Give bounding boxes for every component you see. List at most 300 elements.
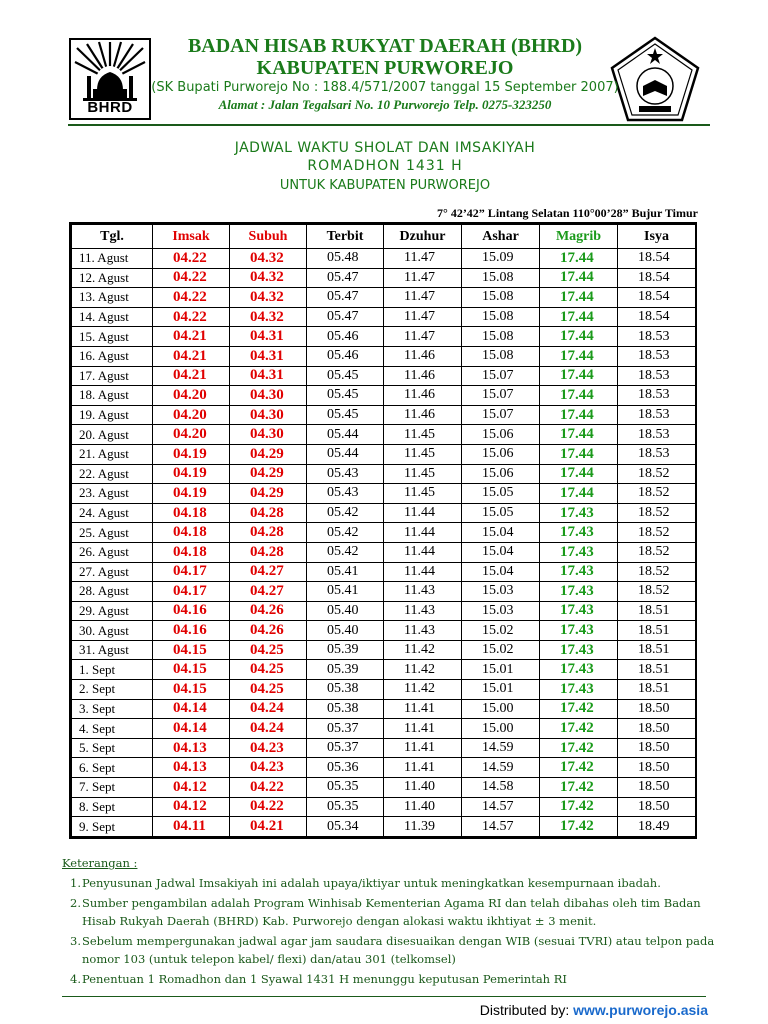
- cell-ashar: 14.59: [462, 738, 540, 758]
- cell-subuh: 04.26: [230, 621, 307, 641]
- cell-isya: 18.52: [618, 503, 696, 523]
- table-row: [72, 444, 696, 464]
- cell-isya: 18.51: [618, 680, 696, 700]
- cell-terbit: 05.47: [307, 307, 384, 327]
- cell-terbit: 05.38: [307, 680, 384, 700]
- cell-magrib: 17.42: [540, 758, 618, 778]
- cell-dzuhur: 11.42: [384, 660, 462, 680]
- cell-magrib: 17.44: [540, 327, 618, 347]
- cell-ashar: 15.05: [462, 503, 540, 523]
- cell-ashar: 15.08: [462, 307, 540, 327]
- cell-magrib: 17.44: [540, 386, 618, 406]
- cell-magrib: 17.43: [540, 660, 618, 680]
- cell-isya: 18.53: [618, 366, 696, 386]
- col-header-date: Tgl.: [72, 225, 153, 249]
- cell-date: 20. Agust: [72, 425, 153, 445]
- org-subtitle: KABUPATEN PURWOREJO: [256, 57, 514, 79]
- cell-magrib: 17.43: [540, 680, 618, 700]
- cell-ashar: 15.08: [462, 268, 540, 288]
- cell-terbit: 05.41: [307, 582, 384, 602]
- cell-imsak: 04.21: [153, 327, 230, 347]
- cell-ashar: 15.09: [462, 249, 540, 269]
- cell-date: 2. Sept: [72, 680, 153, 700]
- cell-ashar: 15.07: [462, 386, 540, 406]
- cell-terbit: 05.47: [307, 268, 384, 288]
- cell-imsak: 04.20: [153, 425, 230, 445]
- cell-terbit: 05.37: [307, 719, 384, 739]
- cell-imsak: 04.20: [153, 405, 230, 425]
- cell-dzuhur: 11.45: [384, 464, 462, 484]
- cell-ashar: 15.04: [462, 562, 540, 582]
- cell-terbit: 05.41: [307, 562, 384, 582]
- cell-isya: 18.54: [618, 268, 696, 288]
- col-header-subuh: Subuh: [230, 225, 307, 249]
- cell-imsak: 04.14: [153, 719, 230, 739]
- cell-subuh: 04.30: [230, 425, 307, 445]
- cell-isya: 18.50: [618, 797, 696, 817]
- cell-date: 8. Sept: [72, 797, 153, 817]
- cell-imsak: 04.18: [153, 503, 230, 523]
- notes-section: [62, 856, 722, 990]
- col-header-magrib: Magrib: [540, 225, 618, 249]
- cell-date: 5. Sept: [72, 738, 153, 758]
- schedule-title: JADWAL WAKTU SHOLAT DAN IMSAKIYAH: [234, 140, 536, 156]
- note-item: [62, 874, 722, 892]
- cell-magrib: 17.42: [540, 719, 618, 739]
- cell-magrib: 17.42: [540, 778, 618, 798]
- cell-imsak: 04.14: [153, 699, 230, 719]
- table-row: [72, 503, 696, 523]
- cell-date: 18. Agust: [72, 386, 153, 406]
- cell-imsak: 04.19: [153, 464, 230, 484]
- cell-imsak: 04.19: [153, 484, 230, 504]
- cell-isya: 18.53: [618, 327, 696, 347]
- col-header-terbit: Terbit: [307, 225, 384, 249]
- cell-terbit: 05.46: [307, 327, 384, 347]
- cell-date: 4. Sept: [72, 719, 153, 739]
- cell-date: 7. Sept: [72, 778, 153, 798]
- cell-date: 30. Agust: [72, 621, 153, 641]
- table-row: [72, 542, 696, 562]
- cell-terbit: 05.38: [307, 699, 384, 719]
- cell-imsak: 04.12: [153, 778, 230, 798]
- table-row: [72, 817, 696, 837]
- cell-ashar: 15.07: [462, 405, 540, 425]
- cell-subuh: 04.22: [230, 797, 307, 817]
- cell-imsak: 04.22: [153, 249, 230, 269]
- cell-magrib: 17.42: [540, 797, 618, 817]
- table-row: [72, 484, 696, 504]
- cell-dzuhur: 11.45: [384, 444, 462, 464]
- cell-date: 12. Agust: [72, 268, 153, 288]
- cell-isya: 18.54: [618, 288, 696, 308]
- cell-ashar: 15.00: [462, 699, 540, 719]
- cell-subuh: 04.27: [230, 582, 307, 602]
- logo-text: BHRD: [87, 99, 133, 116]
- cell-ashar: 15.06: [462, 444, 540, 464]
- cell-isya: 18.50: [618, 738, 696, 758]
- table-row: [72, 405, 696, 425]
- cell-date: 3. Sept: [72, 699, 153, 719]
- ministry-emblem-icon: [609, 36, 701, 122]
- cell-magrib: 17.42: [540, 817, 618, 837]
- cell-subuh: 04.21: [230, 817, 307, 837]
- cell-dzuhur: 11.44: [384, 542, 462, 562]
- cell-magrib: 17.43: [540, 582, 618, 602]
- cell-dzuhur: 11.46: [384, 366, 462, 386]
- cell-isya: 18.52: [618, 542, 696, 562]
- footer: [480, 1002, 708, 1018]
- cell-ashar: 14.58: [462, 778, 540, 798]
- cell-magrib: 17.44: [540, 405, 618, 425]
- col-header-isya: Isya: [618, 225, 696, 249]
- schedule-period: ROMADHON 1431 H: [307, 158, 463, 174]
- cell-magrib: 17.44: [540, 249, 618, 269]
- cell-ashar: 15.08: [462, 346, 540, 366]
- cell-ashar: 15.00: [462, 719, 540, 739]
- cell-date: 6. Sept: [72, 758, 153, 778]
- table-row: [72, 562, 696, 582]
- cell-terbit: 05.35: [307, 778, 384, 798]
- cell-subuh: 04.31: [230, 327, 307, 347]
- cell-isya: 18.52: [618, 484, 696, 504]
- cell-dzuhur: 11.47: [384, 268, 462, 288]
- cell-terbit: 05.39: [307, 640, 384, 660]
- table-row: [72, 268, 696, 288]
- cell-imsak: 04.12: [153, 797, 230, 817]
- cell-imsak: 04.21: [153, 366, 230, 386]
- cell-magrib: 17.44: [540, 268, 618, 288]
- cell-terbit: 05.43: [307, 464, 384, 484]
- col-header-imsak: Imsak: [153, 225, 230, 249]
- cell-date: 24. Agust: [72, 503, 153, 523]
- cell-ashar: 15.04: [462, 542, 540, 562]
- col-header-ashar: Ashar: [462, 225, 540, 249]
- cell-date: 26. Agust: [72, 542, 153, 562]
- cell-isya: 18.54: [618, 307, 696, 327]
- cell-isya: 18.52: [618, 562, 696, 582]
- note-text: Penentuan 1 Romadhon dan 1 Syawal 1431 H menunggu keputusan Pemerintah RI: [82, 972, 567, 986]
- prayer-times-table: [69, 222, 697, 839]
- cell-imsak: 04.22: [153, 288, 230, 308]
- note-number: 3.: [70, 934, 81, 948]
- cell-dzuhur: 11.45: [384, 484, 462, 504]
- cell-terbit: 05.44: [307, 444, 384, 464]
- cell-ashar: 14.57: [462, 817, 540, 837]
- cell-magrib: 17.43: [540, 621, 618, 641]
- cell-isya: 18.50: [618, 758, 696, 778]
- cell-ashar: 15.08: [462, 288, 540, 308]
- cell-date: 27. Agust: [72, 562, 153, 582]
- table-row: [72, 523, 696, 543]
- cell-subuh: 04.28: [230, 542, 307, 562]
- cell-magrib: 17.44: [540, 346, 618, 366]
- cell-date: 1. Sept: [72, 660, 153, 680]
- cell-magrib: 17.43: [540, 601, 618, 621]
- cell-subuh: 04.32: [230, 268, 307, 288]
- cell-subuh: 04.25: [230, 640, 307, 660]
- cell-ashar: 14.59: [462, 758, 540, 778]
- cell-dzuhur: 11.41: [384, 719, 462, 739]
- cell-terbit: 05.47: [307, 288, 384, 308]
- cell-dzuhur: 11.43: [384, 621, 462, 641]
- cell-imsak: 04.13: [153, 738, 230, 758]
- cell-magrib: 17.43: [540, 542, 618, 562]
- cell-imsak: 04.16: [153, 621, 230, 641]
- cell-isya: 18.51: [618, 640, 696, 660]
- cell-terbit: 05.42: [307, 503, 384, 523]
- cell-magrib: 17.44: [540, 444, 618, 464]
- table-header-row: [72, 225, 696, 249]
- cell-date: 9. Sept: [72, 817, 153, 837]
- table-row: [72, 366, 696, 386]
- bhrd-logo: [69, 38, 151, 120]
- cell-isya: 18.51: [618, 621, 696, 641]
- cell-dzuhur: 11.43: [384, 582, 462, 602]
- cell-magrib: 17.44: [540, 288, 618, 308]
- cell-terbit: 05.44: [307, 425, 384, 445]
- cell-dzuhur: 11.41: [384, 738, 462, 758]
- cell-dzuhur: 11.43: [384, 601, 462, 621]
- cell-terbit: 05.43: [307, 484, 384, 504]
- cell-magrib: 17.44: [540, 425, 618, 445]
- cell-isya: 18.51: [618, 601, 696, 621]
- cell-subuh: 04.31: [230, 366, 307, 386]
- cell-dzuhur: 11.40: [384, 797, 462, 817]
- cell-date: 16. Agust: [72, 346, 153, 366]
- cell-imsak: 04.15: [153, 680, 230, 700]
- table-row: [72, 288, 696, 308]
- cell-subuh: 04.29: [230, 484, 307, 504]
- cell-subuh: 04.32: [230, 307, 307, 327]
- footer-label: Distributed by:: [479, 1002, 574, 1018]
- table-row: [72, 778, 696, 798]
- cell-magrib: 17.44: [540, 366, 618, 386]
- table-row: [72, 386, 696, 406]
- table-row: [72, 601, 696, 621]
- cell-imsak: 04.16: [153, 601, 230, 621]
- cell-terbit: 05.39: [307, 660, 384, 680]
- note-item: [62, 894, 722, 930]
- table-row: [72, 660, 696, 680]
- note-number: 4.: [70, 972, 81, 986]
- cell-dzuhur: 11.44: [384, 523, 462, 543]
- cell-terbit: 05.46: [307, 346, 384, 366]
- table-row: [72, 327, 696, 347]
- cell-imsak: 04.15: [153, 640, 230, 660]
- cell-subuh: 04.22: [230, 778, 307, 798]
- cell-isya: 18.53: [618, 425, 696, 445]
- cell-magrib: 17.42: [540, 738, 618, 758]
- cell-terbit: 05.48: [307, 249, 384, 269]
- cell-subuh: 04.30: [230, 405, 307, 425]
- table-row: [72, 797, 696, 817]
- cell-date: 15. Agust: [72, 327, 153, 347]
- table-row: [72, 582, 696, 602]
- table-row: [72, 738, 696, 758]
- cell-date: 13. Agust: [72, 288, 153, 308]
- cell-terbit: 05.45: [307, 366, 384, 386]
- cell-dzuhur: 11.44: [384, 503, 462, 523]
- cell-date: 19. Agust: [72, 405, 153, 425]
- cell-subuh: 04.28: [230, 503, 307, 523]
- cell-isya: 18.50: [618, 699, 696, 719]
- cell-dzuhur: 11.39: [384, 817, 462, 837]
- cell-isya: 18.50: [618, 719, 696, 739]
- coordinates: 7° 42’42” Lintang Selatan 110°00’28” Bujur Timur: [437, 206, 698, 220]
- col-header-dzuhur: Dzuhur: [384, 225, 462, 249]
- cell-dzuhur: 11.46: [384, 346, 462, 366]
- cell-subuh: 04.24: [230, 699, 307, 719]
- cell-ashar: 15.08: [462, 327, 540, 347]
- cell-date: 29. Agust: [72, 601, 153, 621]
- cell-terbit: 05.45: [307, 386, 384, 406]
- cell-terbit: 05.42: [307, 542, 384, 562]
- cell-terbit: 05.40: [307, 601, 384, 621]
- cell-isya: 18.53: [618, 386, 696, 406]
- notes-title: Keterangan :: [62, 856, 138, 870]
- cell-imsak: 04.17: [153, 562, 230, 582]
- table-row: [72, 758, 696, 778]
- cell-date: 21. Agust: [72, 444, 153, 464]
- cell-dzuhur: 11.45: [384, 425, 462, 445]
- cell-magrib: 17.43: [540, 503, 618, 523]
- cell-dzuhur: 11.41: [384, 699, 462, 719]
- cell-terbit: 05.42: [307, 523, 384, 543]
- note-number: 2.: [70, 896, 81, 910]
- cell-dzuhur: 11.47: [384, 288, 462, 308]
- cell-subuh: 04.29: [230, 464, 307, 484]
- cell-dzuhur: 11.47: [384, 327, 462, 347]
- table-row: [72, 699, 696, 719]
- table-row: [72, 249, 696, 269]
- cell-magrib: 17.44: [540, 464, 618, 484]
- cell-terbit: 05.36: [307, 758, 384, 778]
- table-row: [72, 307, 696, 327]
- cell-terbit: 05.34: [307, 817, 384, 837]
- cell-isya: 18.52: [618, 464, 696, 484]
- cell-imsak: 04.18: [153, 542, 230, 562]
- cell-subuh: 04.32: [230, 249, 307, 269]
- table-row: [72, 464, 696, 484]
- cell-imsak: 04.22: [153, 268, 230, 288]
- cell-date: 11. Agust: [72, 249, 153, 269]
- cell-ashar: 15.01: [462, 680, 540, 700]
- cell-date: 25. Agust: [72, 523, 153, 543]
- sk-line: (SK Bupati Purworejo No : 188.4/571/2007 tanggal 15 September 2007): [151, 80, 619, 95]
- cell-subuh: 04.23: [230, 758, 307, 778]
- cell-magrib: 17.43: [540, 562, 618, 582]
- cell-magrib: 17.42: [540, 699, 618, 719]
- cell-isya: 18.50: [618, 778, 696, 798]
- schedule-region: UNTUK KABUPATEN PURWOREJO: [279, 178, 491, 193]
- cell-terbit: 05.40: [307, 621, 384, 641]
- table-row: [72, 640, 696, 660]
- cell-imsak: 04.20: [153, 386, 230, 406]
- cell-terbit: 05.45: [307, 405, 384, 425]
- cell-date: 22. Agust: [72, 464, 153, 484]
- cell-magrib: 17.43: [540, 640, 618, 660]
- cell-dzuhur: 11.42: [384, 640, 462, 660]
- cell-magrib: 17.43: [540, 523, 618, 543]
- cell-subuh: 04.29: [230, 444, 307, 464]
- cell-dzuhur: 11.46: [384, 405, 462, 425]
- cell-dzuhur: 11.47: [384, 307, 462, 327]
- cell-ashar: 15.03: [462, 601, 540, 621]
- header-divider: [68, 124, 710, 126]
- cell-ashar: 15.03: [462, 582, 540, 602]
- cell-subuh: 04.32: [230, 288, 307, 308]
- cell-isya: 18.52: [618, 523, 696, 543]
- footer-link[interactable]: www.purworejo.asia: [573, 1002, 708, 1018]
- cell-subuh: 04.25: [230, 660, 307, 680]
- cell-magrib: 17.44: [540, 307, 618, 327]
- table-row: [72, 719, 696, 739]
- cell-isya: 18.52: [618, 582, 696, 602]
- cell-dzuhur: 11.41: [384, 758, 462, 778]
- cell-imsak: 04.22: [153, 307, 230, 327]
- cell-imsak: 04.13: [153, 758, 230, 778]
- footer-divider: [62, 996, 706, 997]
- table-row: [72, 425, 696, 445]
- cell-subuh: 04.24: [230, 719, 307, 739]
- cell-isya: 18.53: [618, 405, 696, 425]
- cell-date: 31. Agust: [72, 640, 153, 660]
- cell-ashar: 15.07: [462, 366, 540, 386]
- note-text: Sebelum mempergunakan jadwal agar jam saudara disesuaikan dengan WIB (sesuai TVRI) atau telpon pada nomor 103 (untuk telepon kabel/ flexi) dan/atau 301 (telkomsel): [82, 934, 715, 966]
- cell-ashar: 15.06: [462, 425, 540, 445]
- cell-terbit: 05.37: [307, 738, 384, 758]
- address-line: Alamat : Jalan Tegalsari No. 10 Purworejo Telp. 0275-323250: [218, 97, 552, 112]
- cell-isya: 18.51: [618, 660, 696, 680]
- cell-terbit: 05.35: [307, 797, 384, 817]
- table-row: [72, 346, 696, 366]
- note-text: Penyusunan Jadwal Imsakiyah ini adalah upaya/iktiyar untuk meningkatkan kesempurnaan ibadah.: [82, 876, 661, 890]
- cell-dzuhur: 11.47: [384, 249, 462, 269]
- cell-isya: 18.53: [618, 346, 696, 366]
- cell-date: 17. Agust: [72, 366, 153, 386]
- cell-dzuhur: 11.42: [384, 680, 462, 700]
- cell-subuh: 04.26: [230, 601, 307, 621]
- note-number: 1.: [70, 876, 81, 890]
- cell-ashar: 15.02: [462, 640, 540, 660]
- cell-imsak: 04.15: [153, 660, 230, 680]
- cell-imsak: 04.17: [153, 582, 230, 602]
- cell-subuh: 04.27: [230, 562, 307, 582]
- cell-imsak: 04.11: [153, 817, 230, 837]
- cell-ashar: 15.05: [462, 484, 540, 504]
- cell-imsak: 04.21: [153, 346, 230, 366]
- cell-subuh: 04.30: [230, 386, 307, 406]
- cell-isya: 18.53: [618, 444, 696, 464]
- cell-ashar: 15.01: [462, 660, 540, 680]
- cell-dzuhur: 11.44: [384, 562, 462, 582]
- cell-imsak: 04.19: [153, 444, 230, 464]
- cell-isya: 18.49: [618, 817, 696, 837]
- cell-isya: 18.54: [618, 249, 696, 269]
- org-title: BADAN HISAB RUKYAT DAERAH (BHRD): [187, 35, 583, 57]
- cell-dzuhur: 11.46: [384, 386, 462, 406]
- note-text: Sumber pengambilan adalah Program Winhisab Kementerian Agama RI dan telah dibahas oleh tim Badan Hisab Rukyah Daerah (BHRD) Kab. Purworejo dengan alokasi waktu ikhtiyat ± 3 menit.: [82, 896, 701, 928]
- cell-ashar: 15.06: [462, 464, 540, 484]
- cell-subuh: 04.23: [230, 738, 307, 758]
- cell-magrib: 17.44: [540, 484, 618, 504]
- cell-date: 14. Agust: [72, 307, 153, 327]
- table-row: [72, 680, 696, 700]
- table-row: [72, 621, 696, 641]
- cell-ashar: 14.57: [462, 797, 540, 817]
- cell-subuh: 04.31: [230, 346, 307, 366]
